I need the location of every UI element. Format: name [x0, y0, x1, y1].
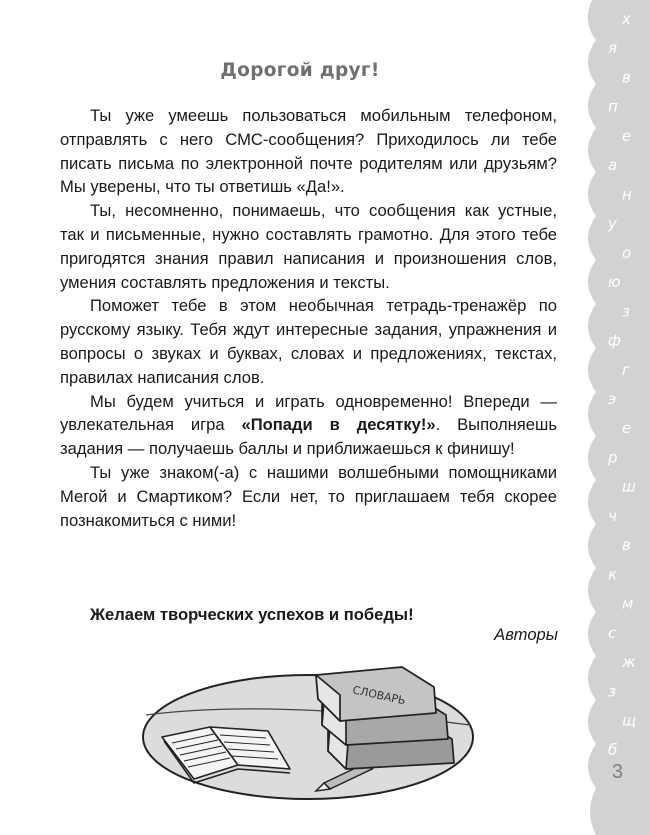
- paragraph-text: . Выполняешь задания — получаешь баллы и приближаешься к финишу!: [60, 415, 557, 459]
- border-letter: з: [622, 302, 630, 321]
- closing-wish: Желаем творческих успехов и победы!: [90, 605, 414, 624]
- game-name: «Попади в десятку!»: [241, 415, 436, 435]
- border-letter: б: [608, 740, 618, 759]
- page-title: Дорогой друг!: [220, 60, 380, 81]
- border-letter: н: [622, 185, 632, 204]
- border-letter: з: [608, 682, 616, 701]
- paragraph: Поможет тебе в этом необычная тетрадь-тренажёр по русскому языку. Тебя ждут интересные задания, упражнения и вопросы о звуках и буквах, словах и предложениях, текстах, правилах написания слов.: [60, 296, 557, 387]
- border-letter: ж: [622, 653, 636, 672]
- paragraph: Ты уже знаком(-а) с нашими волшебными помощниками Мегой и Смартиком? Если нет, то приглашаем тебя скорее познакомиться с ними!: [60, 462, 557, 530]
- book-stack-icon: [316, 667, 454, 769]
- authors-signature: Авторы: [494, 625, 558, 644]
- border-letter: щ: [622, 711, 637, 730]
- border-letter: в: [622, 68, 631, 87]
- border-letter: э: [608, 390, 617, 408]
- border-letter: р: [608, 448, 618, 467]
- border-letter: ф: [608, 331, 621, 350]
- books-illustration: [140, 655, 490, 805]
- border-letter: п: [608, 97, 618, 116]
- border-letter: а: [608, 156, 618, 175]
- border-letter: в: [622, 536, 631, 555]
- border-letter: ю: [608, 273, 621, 292]
- border-letter: я: [608, 39, 618, 58]
- border-letter: ч: [608, 506, 617, 525]
- border-letter: г: [622, 360, 630, 379]
- border-letter: с: [608, 623, 617, 642]
- paragraph: Ты, несомненно, понимаешь, что сообщения как устные, так и письменные, нужно составлять грамотно. Для этого тебе пригодятся знания правил написания и произношения слов, умения составлять предложения и тексты.: [60, 201, 557, 292]
- border-letter: ш: [622, 477, 636, 496]
- book-label: СЛОВАРЬ: [351, 683, 407, 708]
- border-letter: о: [622, 243, 632, 262]
- decorative-letter-border: [580, 0, 650, 835]
- intro-text: [60, 104, 557, 532]
- page-number: 3: [611, 761, 623, 783]
- border-letter: м: [622, 594, 634, 613]
- paragraph: Ты уже умеешь пользоваться мобильным телефоном, отправлять с него СМС-сообщения? Приходилось ли тебе писать письма по электронной почте родителям или друзьям? Мы уверены, что ты ответишь «Да!».: [60, 106, 557, 197]
- border-letter: е: [622, 419, 632, 438]
- paragraph: [60, 390, 557, 461]
- border-letter: у: [608, 214, 617, 233]
- border-letter: е: [622, 126, 632, 145]
- border-letter: х: [622, 10, 631, 28]
- paragraph-text: Мы будем учиться и играть одновременно! Впереди — увлекательная игра: [60, 391, 557, 435]
- border-letter: к: [608, 565, 618, 584]
